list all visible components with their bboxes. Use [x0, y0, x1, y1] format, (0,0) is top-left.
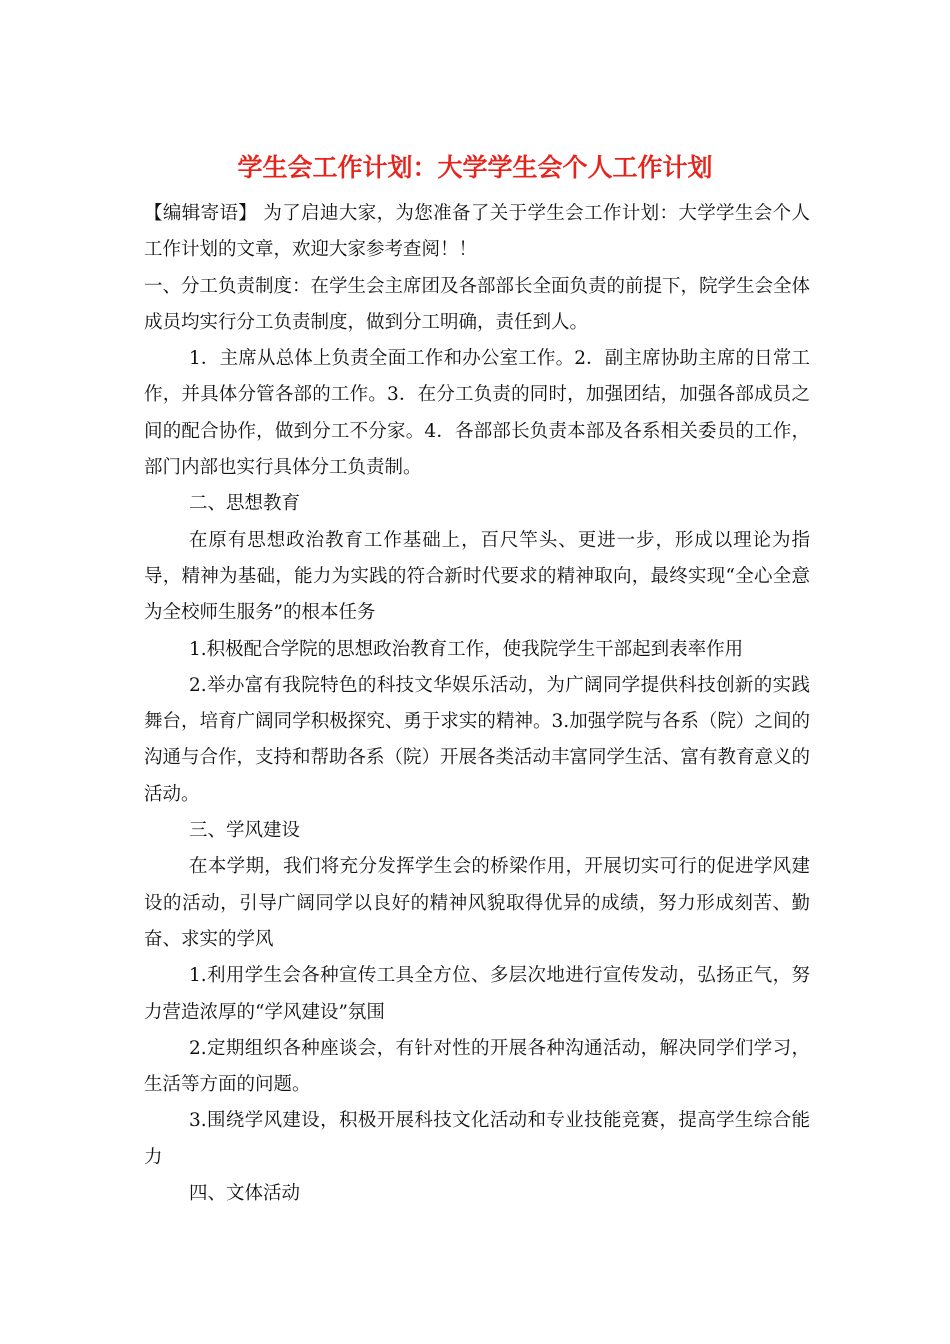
- paragraph: 3.围绕学风建设，积极开展科技文化活动和专业技能竞赛，提高学生综合能力: [144, 1110, 810, 1168]
- paragraph: 在原有思想政治教育工作基础上，百尺竿头、更进一步，形成以理论为指导，精神为基础，能力为实践的符合新时代要求的精神取向，最终实现“全心全意为全校师生服务”的根本任务: [144, 529, 810, 624]
- paragraph: 1.利用学生会各种宣传工具全方位、多层次地进行宣传发动，弘扬正气，努力营造浓厚的“学风建设”氛围: [144, 965, 810, 1023]
- paragraph: 一、分工负责制度：在学生会主席团及各部部长全面负责的前提下，院学生会全体成员均实行分工负责制度，做到分工明确，责任到人。: [144, 275, 811, 333]
- paragraph: 1.积极配合学院的思想政治教育工作，使我院学生干部起到表率作用: [189, 638, 744, 660]
- paragraph: 2.举办富有我院特色的科技文华娱乐活动，为广阔同学提供科技创新的实践舞台，培育广阔同学积极探究、勇于求实的精神。3.加强学院与各系（院）之间的沟通与合作，支持和帮助各系（院）开展各类活动丰富同学生活、富有教育意义的活动。: [144, 674, 811, 805]
- paragraph: 在本学期，我们将充分发挥学生会的桥梁作用，开展切实可行的促进学风建设的活动，引导广阔同学以良好的精神风貌取得优异的成绩，努力形成刻苦、勤奋、求实的学风: [144, 856, 810, 950]
- paragraph: 二、思想教育: [189, 493, 301, 515]
- document-body: [144, 196, 810, 1212]
- paragraph: 2.定期组织各种座谈会，有针对性的开展各种沟通活动，解决同学们学习，生活等方面的问题。: [144, 1037, 810, 1096]
- paragraph: 三、学风建设: [189, 820, 301, 842]
- document-title: 学生会工作计划：大学学生会个人工作计划: [237, 153, 713, 182]
- paragraph: 四、文体活动: [189, 1183, 301, 1205]
- paragraph: 1．主席从总体上负责全面工作和办公室工作。2．副主席协助主席的日常工作，并具体分管各部的工作。3．在分工负责的同时，加强团结，加强各部成员之间的配合协作，做到分工不分家。4．各部部长负责本部及各系相关委员的工作，部门内部也实行具体分工负责制。: [144, 348, 810, 479]
- paragraph: 【编辑寄语】 为了启迪大家，为您准备了关于学生会工作计划：大学学生会个人工作计划的文章，欢迎大家参考查阅！！: [144, 203, 810, 261]
